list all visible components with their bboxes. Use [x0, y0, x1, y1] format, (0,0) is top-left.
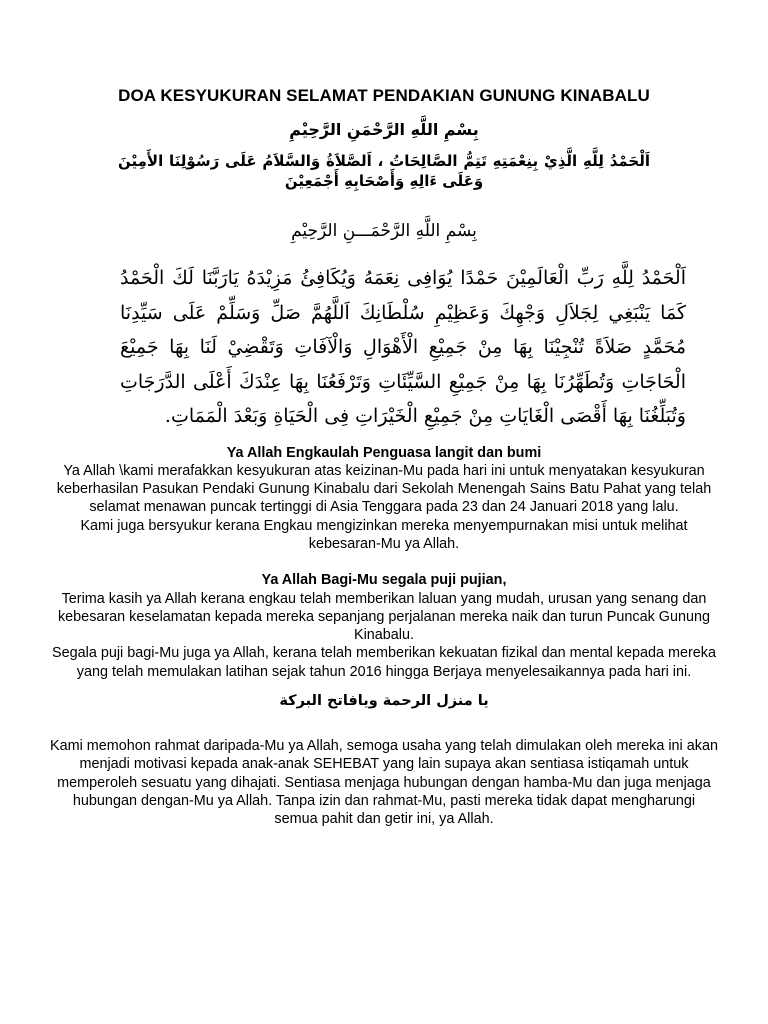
- opening-arabic-prayer: اَلْحَمْدُ لِلَّهِ الَّذِيْ بِنِعْمَتِهِ تَتِمُّ الصَّالِحَاتُ ، اَلصَّلاَةُ وَالسَّلاَمُ عَلَى رَسُوْلِنَا الأَمِيْنَ وَعَلَى ءَالِهِ وَأَصْحَابِهِ أَجْمَعِيْنَ: [118, 152, 650, 190]
- section-heading: Ya Allah Engkaulah Penguasa langit dan bumi: [226, 444, 542, 461]
- section-memohon-rahmat: [50, 737, 718, 828]
- section-paragraph: Kami memohon rahmat daripada-Mu ya Allah, semoga usaha yang telah dimulakan oleh mereka ini akan menjadi motivasi kepada anak-anak SEHEBAT yang lain supaya akan sentiasa istiqamah untuk memperoleh sesuatu yang dihajati. Sentiasa menjaga hubungan dengan hamba-Mu dan juga menjaga hubungan dengan-Mu ya Allah. Tanpa izin dan rahmat-Mu, pasti mereka tidak dapat mengharungi semua pahit dan getir ini, ya Allah.: [50, 738, 718, 828]
- section-paragraph: Ya Allah \kami merafakkan kesyukuran atas keizinan-Mu pada hari ini untuk menyatakan kesyukuran keberhasilan Pasukan Pendaki Gunung Kinabalu dari Sekolah Menengah Sains Batu Pahat yang telah selamat menawan puncak tertinggi di Asia Tenggara pada 23 dan 24 Januari 2018 yang lalu.: [56, 462, 712, 516]
- bismillah-calligraphy: بِسْمِ اللَّهِ الرَّحْمَـــنِ الرَّحِيْمِ: [291, 221, 477, 241]
- document-title: DOA KESYUKURAN SELAMAT PENDAKIAN GUNUNG KINABALU: [118, 86, 650, 105]
- section-paragraph: Segala puji bagi-Mu juga ya Allah, kerana telah memberikan kekuatan fizikal dan mental kepada mereka yang telah memulakan latihan sejak tahun 2016 hingga Berjaya menyelesaikannya pada hari ini.: [52, 645, 716, 680]
- section-paragraph: Kami juga bersyukur kerana Engkau mengizinkan mereka menyempurnakan misi untuk melihat kebesaran-Mu ya Allah.: [80, 517, 688, 552]
- section-puji-pujian: [50, 571, 718, 681]
- section-penguasa: [50, 444, 718, 554]
- section-paragraph: Terima kasih ya Allah kerana engkau telah memberikan laluan yang mudah, urusan yang senang dan kebesaran keselamatan kepada mereka sepanjang perjalanan mereka naik dan turun Puncak Gunung Kinabalu.: [57, 590, 710, 644]
- bismillah-heading: بِسْمِ اللَّهِ الرَّحْمَنِ الرَّحِيْمِ: [289, 120, 479, 139]
- shalawat-arabic-prayer: اَلْحَمْدُ لِلَّهِ رَبِّ الْعَالَمِيْنَ حَمْدًا يُوَافِى نِعَمَهُ وَيُكَافِئُ مَزِيْدَهُ يَارَبَّنَا لَكَ الْحَمْدُ كَمَا يَنْبَغِي لِجَلاَلِ وَجْهِكَ وَعَظِيْمِ سُلْطَانِكَ اَللَّهُمَّ صَلِّ وَسَلِّمْ عَلَى سَيِّدِنَا مُحَمَّدٍ صَلاَةً تُنْجِيْنَا بِهَا مِنْ جَمِيْعِ الْأَهْوَالِ وَالْآفَاتِ وَتَقْضِيْ لَنَا بِهَا جَمِيْعَ الْحَاجَاتِ وَتُطَهِّرُنَا بِهَا مِنْ جَمِيْعِ السَّيِّئَاتِ وَتَرْفَعُنَا بِهَا عِنْدَكَ أَعْلَى الدَّرَجَاتِ وَتُبَلِّغُنَا بِهَا أَقْصَى الْغَايَاتِ مِنْ جَمِيْعِ الْخَيْرَاتِ فِى الْحَيَاةِ وَبَعْدَ الْمَمَاتِ.: [120, 267, 686, 427]
- section-heading: Ya Allah Bagi-Mu segala puji pujian,: [261, 572, 507, 589]
- arabic-subheading: يا منزل الرحمة ويافاتح البركة: [279, 693, 489, 710]
